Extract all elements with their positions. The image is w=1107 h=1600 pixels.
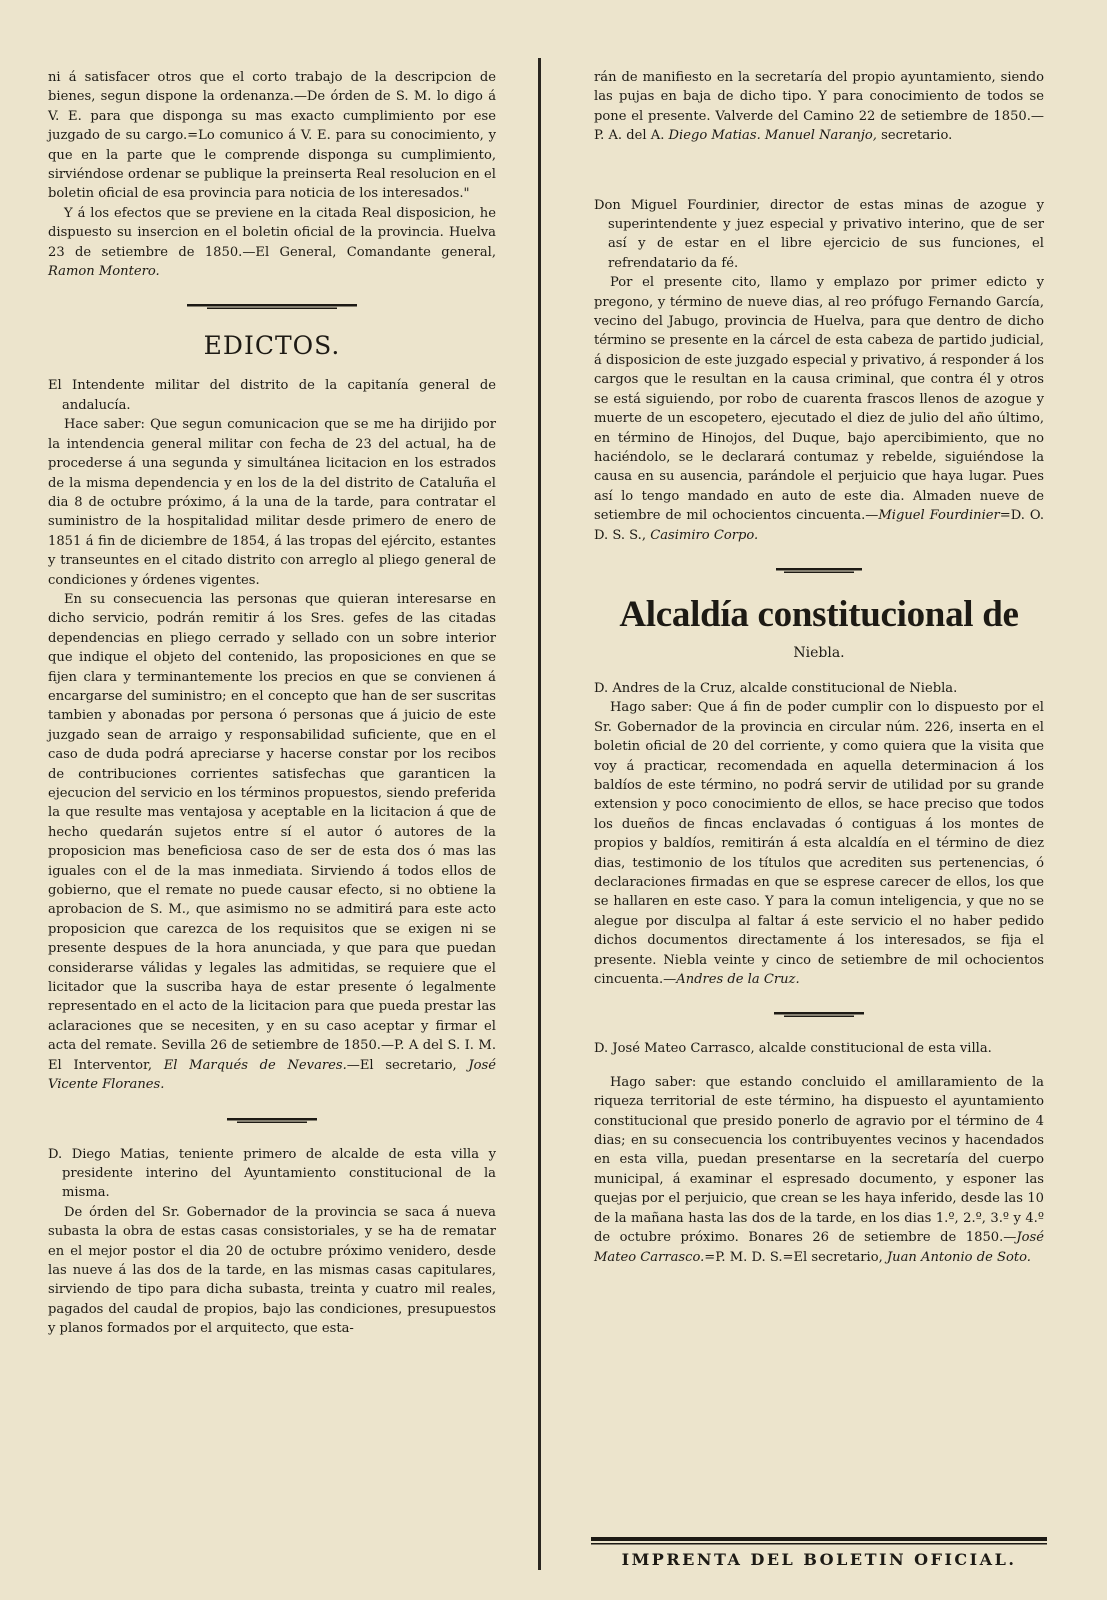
notice-header: D. Diego Matias, teniente primero de alcalde de esta villa y presidente interino del Ayuntamiento constitucional de la misma.: [48, 1146, 496, 1201]
signature: Manuel Naranjo,: [764, 128, 877, 144]
section-subtitle: Niebla.: [793, 644, 845, 661]
royal-order-end: ni á satisfacer otros que el corto trabajo de la descripcion de bienes, segun dispone la ordenanza.—De órden de S. M. lo digo á V. E. para que disponga su mas exacto cumplimiento por ese juzgado de su cargo.=Lo comunico á V. E. para su conocimiento, y que en la parte que le comprende disponga su cumplimiento, sirviéndose ordenar se publique la preinserta Real resolucion en el boletin oficial de esa provincia para noticia de los interesados.": [48, 70, 496, 202]
notice-header: D. José Mateo Carrasco, alcalde constitucional de esta villa.: [594, 1041, 992, 1057]
column-divider: [538, 58, 541, 1570]
right-column: [594, 68, 1044, 1267]
notice-header: Don Miguel Fourdinier, director de estas minas de azogue y superintendente y juez especial y privativo interino, que de ser así y de estar en el libre ejercicio de sus funciones, el refrendatario da fé.: [594, 197, 1044, 271]
footer-rule: [591, 1531, 1047, 1550]
section-title: EDICTOS.: [203, 331, 341, 361]
separator-rule: [48, 303, 496, 311]
printer-imprint: IMPRENTA DEL BOLETIN OFICIAL.: [621, 1550, 1017, 1569]
separator-rule: [594, 567, 1044, 575]
left-column: [48, 68, 496, 1339]
signature: Juan Antonio de Soto.: [886, 1249, 1031, 1265]
notice-paragraph: Hago saber: Que á fin de poder cumplir con lo dispuesto por el Sr. Gobernador de la provincia en circular núm. 226, inserta en el boletin oficial de 20 del corriente, y como quiera que la visita que voy á practicar, recomendada en aquella determinacion á los baldíos de este término, no podrá servir de utilidad por su grande extension y poco conocimiento de ellos, se hace preciso que todos los dueños de fincas enclavadas ó contiguas á los montes de propios y baldíos, remitirán á esta alcaldía en el término de diez dias, testimonio de los títulos que acrediten sus pertenencias, ó declaraciones firmadas en que se esprese carecer de ellos, los que se hallaren en este caso. Y para la comun inteligencia, y que no se alegue por disculpa al faltar á este servicio el no haber pedido dichos documentos directamente á los interesados, se fija el presente. Niebla veinte y cinco de setiembre de mil ochocientos cincuenta.—Andres de la Cruz.: [594, 700, 1044, 988]
notice-paragraph: Hago saber: que estando concluido el amillaramiento de la riqueza territorial de este término, ha dispuesto el ayuntamiento constitucional que presido ponerlo de agravio por el término de 4 dias; en su consecuencia los contribuyentes vecinos y hacendados en esta villa, puedan presentarse en la secretaría del cuerpo municipal, á examinar el espresado documento, y esponer las quejas por el perjuicio, que crean se les haya inferido, desde las 10 de la mañana hasta las dos de la tarde, en los dias 1.º, 2.º, 3.º y 4.º de octubre próximo. Bonares 26 de setiembre de 1850.—José Mateo Carrasco.=P. M. D. S.=El secretario, Juan Antonio de Soto.: [594, 1074, 1044, 1265]
signature: Miguel Fourdinier: [878, 508, 1000, 524]
notice-header: El Intendente militar del distrito de la capitanía general de andalucía.: [48, 378, 496, 413]
signature: Ramon Montero.: [48, 264, 160, 280]
notice-paragraph: De órden del Sr. Gobernador de la provincia se saca á nueva subasta la obra de estas casas consistoriales, y se ha de rematar en el mejor postor el dia 20 de octubre próximo venidero, desde las nueve á las dos de la tarde, en las mismas casas capitulares, sirviendo de tipo para dicha subasta, treinta y cuatro mil reales, pagados del caudal de propios, bajo las condiciones, presupuestos y planos formados por el arquitecto, que esta-: [48, 1204, 496, 1337]
notice-header: D. Andres de la Cruz, alcalde constitucional de Niebla.: [594, 680, 958, 696]
signature: José Vicente Floranes.: [48, 1057, 497, 1093]
notice-paragraph: Por el presente cito, llamo y emplazo por primer edicto y pregono, y término de nueve dias, al reo prófugo Fernando García, vecino del Jabugo, provincia de Huelva, para que dentro de dicho término se presente en la cárcel de esta cabeza de partido judicial, á disposicion de este juzgado especial y privativo, á responder á los cargos que le resultan en la causa criminal, que contra él y otros se está siguiendo, por robo de cuarenta frascos llenos de azogue y muerte de un escopetero, ejecutado el diez de julio del año último, en término de Hinojos, del Duque, bajo apercibimiento, que no haciéndolo, se le declarará contumaz y rebelde, siguiéndose la causa en su ausencia, parándole el perjuicio que haya lugar. Pues así lo tengo mandado en auto de este dia. Almaden nueve de setiembre de mil ochocientos cincuenta.—Miguel Fourdinier=D. O. D. S. S., Casimiro Corpo.: [594, 275, 1044, 543]
section-title: Alcaldía constitucional de: [619, 593, 1019, 635]
signature: El Marqués de Nevares.: [163, 1057, 347, 1073]
notice-paragraph: En su consecuencia las personas que quieran interesarse en dicho servicio, podrán remitir á los Sres. gefes de las citadas dependencias en pliego cerrado y sellado con un sobre interior que indique el objeto del contenido, las proposiciones en que se fijen clara y terminantemente los precios en que se convienen á encargarse del suministro; en el concepto que han de ser suscritas tambien y abonadas por persona ó personas que á juicio de este juzgado sean de arraigo y responsabilidad suficiente, que en el caso de duda podrá apreciarse y hacerse constar por los recibos de contribuciones corrientes satisfechas que garanticen la ejecucion del servicio en los términos propuestos, siendo preferida la que resulte mas ventajosa y aceptable en la licitacion á que de hecho quedarán sujetos entre sí el autor ó autores de la proposicion mas beneficiosa caso de ser de esta dos ó mas las iguales con el de la mas inmediata. Sirviendo á todos ellos de gobierno, que el remate no puede causar efecto, si no obtiene la aprobacion de S. M., que asimismo no se admitirá para este acto proposicion que carezca de los requisitos que se exigen ni se presente despues de la hora anunciada, y que para que puedan considerarse válidas y legales las admitidas, se requiere que el licitador que la suscriba haya de estar presente ó legalmente representado en el acto de la licitacion para que pueda prestar las aclaraciones que se necesiten, y en su caso aceptar y firmar el acta del remate. Sevilla 26 de setiembre de 1850.—P. A del S. I. M. El Interventor, El Marqués de Nevares.—El secretario, José Vicente Floranes.: [48, 591, 497, 1093]
signature: Diego Matias.: [668, 128, 761, 144]
notice-paragraph: Hace saber: Que segun comunicacion que se me ha dirijido por la intendencia general militar con fecha de 23 del actual, ha de procederse á una segunda y simultánea licitacion en los estrados de la misma dependencia y en los de la del distrito de Cataluña el dia 8 de octubre próximo, á la una de la tarde, para contratar el suministro de la hospitalidad militar desde primero de enero de 1851 á fin de diciembre de 1854, á las tropas del ejército, estantes y transeuntes en el citado distrito con arreglo al pliego general de condiciones y órdenes vigentes.: [48, 417, 496, 588]
notice-paragraph: rán de manifiesto en la secretaría del propio ayuntamiento, siendo las pujas en baja de dicho tipo. Y para conocimiento de todos se pone el presente. Valverde del Camino 22 de setiembre de 1850.—P. A. del A. Diego Matias. Manuel Naranjo, secretario.: [594, 70, 1044, 144]
signature: Andres de la Cruz.: [676, 972, 800, 988]
separator-rule: [48, 1117, 496, 1125]
separator-rule: [594, 168, 1044, 176]
separator-rule: [594, 1011, 1044, 1019]
signature: Casimiro Corpo.: [650, 527, 759, 543]
signature: José Mateo Carrasco.: [594, 1230, 1044, 1265]
huelva-notice: Y á los efectos que se previene en la citada Real disposicion, he dispuesto su insercion en el boletin oficial de la provincia. Huelva 23 de setiembre de 1850.—El General, Comandante general, Ramon Montero.: [48, 205, 496, 280]
